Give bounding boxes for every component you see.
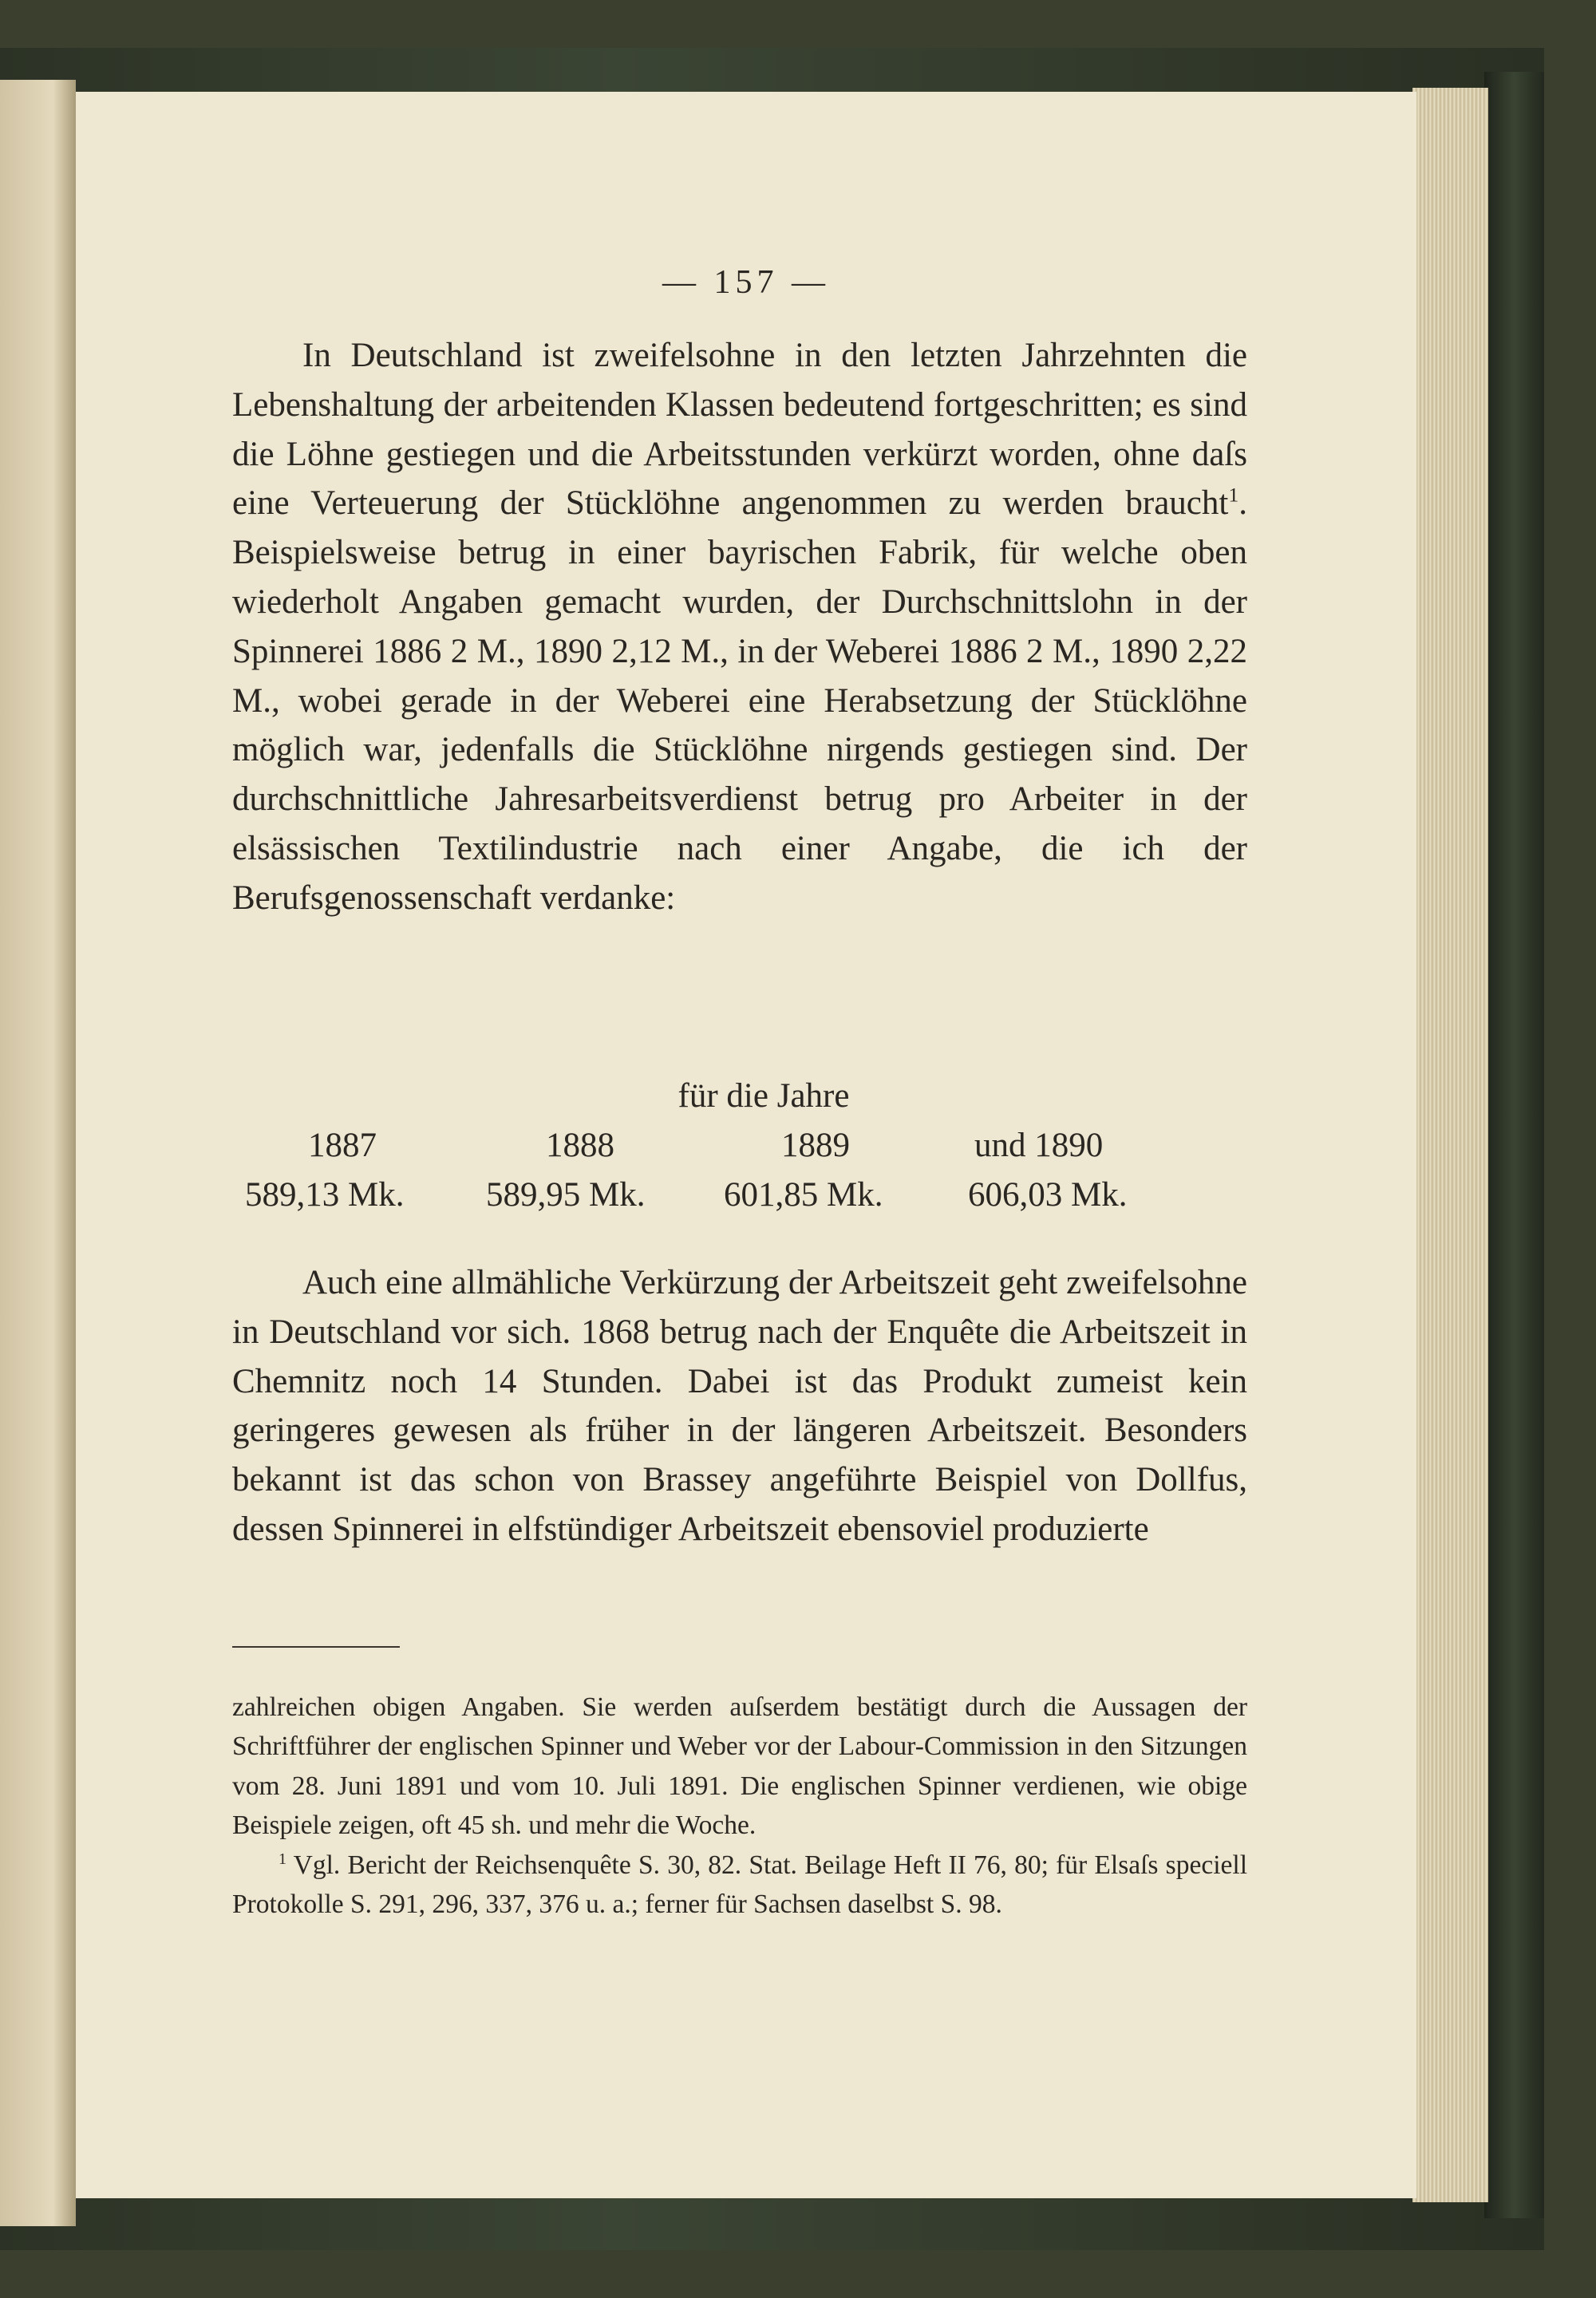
paragraph-1-text: In Deutschland ist zweifelsohne in den letzten Jahrzehnten die Lebenshaltung der arbeitenden Klassen bedeutend fortgeschritten; es sind die Löhne gestiegen und die Arbeitsstunden verkürzt worden, ohne daſs eine Verteuerung der Stücklöhne angenommen zu werden braucht	[232, 337, 1247, 523]
footnote-1	[232, 1846, 1247, 1925]
book-page	[76, 92, 1416, 2198]
facing-page-edge	[0, 80, 76, 2226]
paragraph-2-text: Auch eine allmähliche Verkürzung der Arbeitszeit geht zweifelsohne in Deutschland vor sich. 1868 betrug nach der Enquête die Arbeitszeit in Chemnitz noch 14 Stunden. Dabei ist das Produkt zumeist kein geringeres gewesen als früher in der längeren Arbeitszeit. Besonders bekannt ist das schon von Brassey angeführte Beispiel von Dollfus, dessen Spinnerei in elfstündiger Arbeitszeit ebensoviel produzierte	[232, 1264, 1247, 1548]
page-stack-edges	[1412, 88, 1488, 2202]
table-row-years	[232, 1121, 1247, 1171]
footnote-divider	[232, 1646, 400, 1648]
footnote-1-text: Vgl. Bericht der Reichsenquête S. 30, 82. Stat. Beilage Heft II 76, 80; für Elsaſs speciell Protokolle S. 291, 296, 337, 376 u. a.; ferner für Sachsen daselbst S. 98.	[232, 1850, 1247, 1920]
year-cell: 1889	[781, 1127, 850, 1164]
paragraph-2	[232, 1258, 1247, 1554]
footnotes	[232, 1688, 1247, 1924]
year-cell: und 1890	[974, 1127, 1104, 1164]
value-cell: 606,03 Mk.	[968, 1176, 1128, 1214]
value-cell: 589,13 Mk.	[245, 1176, 405, 1214]
year-cell: 1888	[546, 1127, 614, 1164]
table-title: für die Jahre	[678, 1077, 850, 1115]
paragraph-1-continuation: . Beispielsweise betrug in einer bayrischen Fabrik, für welche oben wiederholt Angaben gemacht wurden, der Durchschnittslohn in der Spinnerei 1886 2 M., 1890 2,12 M., in der Weberei 1886 2 M., 1890 2,22 M., wobei gerade in der Weberei eine Herabsetzung der Stücklöhne möglich war, jedenfalls die Stücklöhne nirgends gestiegen sind. Der durchschnittliche Jahresarbeitsverdienst betrug pro Arbeiter in der elsässischen Textilindustrie nach einer Angabe, die ich der Berufsgenossenschaft verdanke:	[232, 484, 1247, 917]
table-row-values	[232, 1171, 1247, 1220]
footnote-continued: zahlreichen obigen Angaben. Sie werden auſserdem bestätigt durch die Aussagen der Schriftführer der englischen Spinner und Weber vor der Labour-Commission in den Sitzungen vom 28. Juni 1891 und vom 10. Juli 1891. Die englischen Spinner verdienen, wie obige Beispiele zeigen, oft 45 sh. und mehr die Woche.	[232, 1692, 1247, 1841]
book-spine-edge	[1484, 72, 1544, 2218]
value-cell: 601,85 Mk.	[724, 1176, 883, 1214]
earnings-table	[232, 1072, 1247, 1220]
year-cell: 1887	[308, 1127, 377, 1164]
page-number: — 157 —	[662, 264, 830, 301]
paragraph-1	[232, 331, 1247, 923]
footnote-reference: 1	[1228, 484, 1239, 507]
value-cell: 589,95 Mk.	[486, 1176, 646, 1214]
footnote-1-marker: 1	[279, 1850, 287, 1868]
